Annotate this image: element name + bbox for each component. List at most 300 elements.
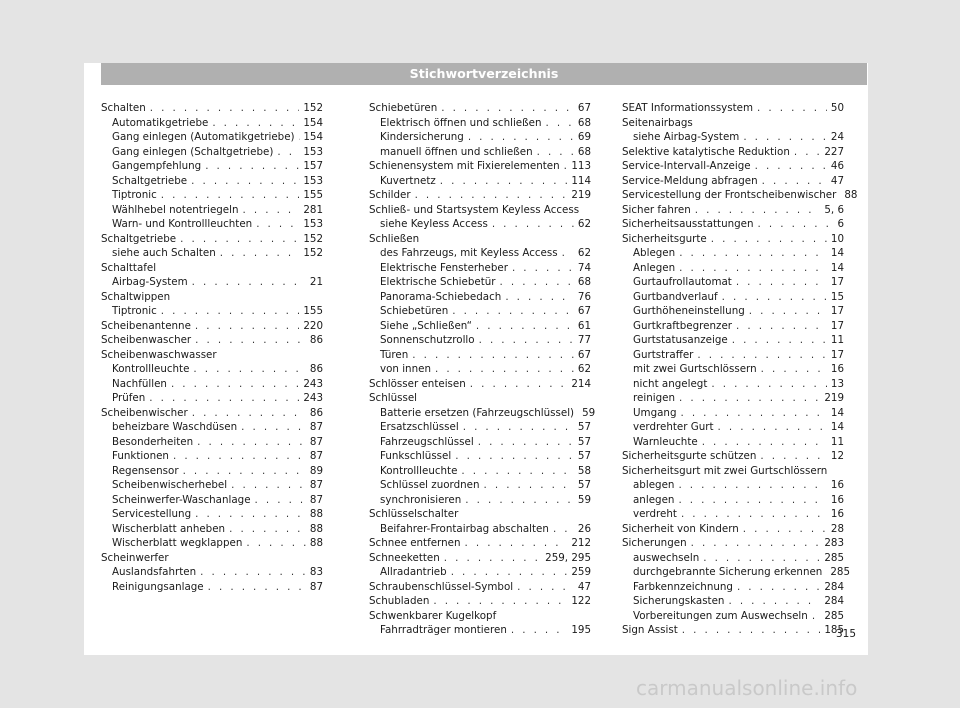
index-subentry <box>369 319 591 334</box>
dot-leader <box>762 174 827 189</box>
index-subentry <box>369 464 591 479</box>
dot-leader <box>758 217 834 232</box>
index-term: Sicherheitsgurte schützen <box>622 450 757 462</box>
index-term: Sicherungskasten <box>633 595 725 607</box>
index-term: Schlüssel zuordnen <box>380 479 480 491</box>
index-subentry <box>369 623 591 638</box>
index-term: Elektrische Fensterheber <box>380 261 508 274</box>
dot-leader <box>441 101 574 116</box>
index-subentry <box>101 449 323 464</box>
index-subentry <box>369 493 591 508</box>
index-subentry <box>369 478 591 493</box>
index-subentry <box>369 145 591 160</box>
index-term: Service-Meldung abfragen <box>622 174 758 187</box>
index-entry <box>622 449 844 464</box>
index-page-ref: 57 <box>577 421 591 433</box>
index-subentry <box>101 391 323 406</box>
index-page-ref: 155 <box>303 305 323 317</box>
dot-leader <box>749 304 827 319</box>
index-entry <box>622 145 844 160</box>
dot-leader <box>231 478 306 493</box>
index-page-ref: 152 <box>303 232 323 245</box>
dot-leader <box>161 188 300 203</box>
dot-leader <box>695 203 821 218</box>
index-term: Automatikgetriebe <box>112 116 209 129</box>
index-subentry <box>622 507 844 522</box>
index-subentry <box>622 246 844 261</box>
index-term: Wählhebel notentriegeln <box>112 203 239 216</box>
index-page-ref: 219 <box>824 392 844 404</box>
index-page-ref: 76 <box>577 290 591 303</box>
index-term: Gurtbandverlauf <box>633 290 718 303</box>
index-page-ref: 243 <box>303 377 323 390</box>
dot-leader <box>679 391 820 406</box>
dot-leader <box>255 493 306 508</box>
index-page-ref: 16 <box>830 363 844 375</box>
index-subentry <box>369 333 591 348</box>
index-entry <box>101 348 323 363</box>
index-term: siehe auch Schalten <box>112 247 216 259</box>
dot-leader <box>680 406 826 421</box>
index-subentry <box>622 609 844 624</box>
index-page-ref: 153 <box>303 174 323 187</box>
dot-leader <box>736 319 827 334</box>
index-term: Tiptronic <box>112 189 157 201</box>
index-entry <box>622 232 844 247</box>
index-subentry <box>101 116 323 131</box>
dot-leader <box>505 290 574 305</box>
index-page-ref: 259 <box>571 566 591 578</box>
index-entry <box>101 232 323 247</box>
index-page-ref: 88 <box>309 537 323 549</box>
index-page-ref: 87 <box>309 421 323 433</box>
index-subentry <box>622 565 850 580</box>
index-term: Schraubenschlüssel-Symbol <box>369 580 514 593</box>
index-term: Allradantrieb <box>380 566 447 578</box>
index-entry <box>369 232 591 247</box>
index-entry <box>622 174 844 189</box>
index-page-ref: 87 <box>309 580 323 593</box>
index-term: Scheinwerfer-Waschanlage <box>112 493 251 506</box>
index-term: Schaltgetriebe <box>101 232 177 245</box>
index-entry <box>622 159 844 174</box>
index-term: Schilder <box>369 189 411 201</box>
index-page-ref: 26 <box>577 522 591 535</box>
index-term: Sicherheitsgurte <box>622 232 707 245</box>
index-page-ref: 157 <box>303 160 323 172</box>
index-subentry <box>369 217 591 232</box>
header-bar <box>101 63 867 85</box>
index-page-ref: 50 <box>830 102 844 114</box>
index-term: Funkschlüssel <box>380 450 452 462</box>
dot-leader <box>478 435 574 450</box>
index-term: Schlösser enteisen <box>369 377 466 390</box>
dot-leader <box>256 217 299 232</box>
index-term: Reinigungsanlage <box>112 580 204 593</box>
index-page-ref: 47 <box>830 174 844 187</box>
index-term: Ablegen <box>633 247 676 259</box>
dot-leader <box>180 232 299 247</box>
dot-leader <box>681 507 827 522</box>
dot-leader <box>546 116 574 131</box>
index-page-ref: 62 <box>577 247 591 259</box>
dot-leader <box>703 551 820 566</box>
index-subentry <box>101 246 323 261</box>
index-term: Scheibenantenne <box>101 319 191 332</box>
index-term: reinigen <box>633 392 675 404</box>
index-page-ref: 88 <box>844 189 858 201</box>
index-page-ref: 59 <box>577 493 591 506</box>
index-entry <box>622 623 844 638</box>
index-subentry <box>622 435 844 450</box>
index-subentry <box>622 333 844 348</box>
index-page-ref: 219 <box>571 189 591 201</box>
index-entry <box>622 188 858 203</box>
index-subentry <box>369 406 596 421</box>
index-subentry <box>101 580 323 595</box>
index-page-ref: 57 <box>577 450 591 462</box>
index-subentry <box>101 159 323 174</box>
dot-leader <box>277 145 299 160</box>
dot-leader <box>794 145 820 160</box>
index-page-ref: 58 <box>577 464 591 477</box>
dot-leader <box>736 275 827 290</box>
index-page-ref: 154 <box>303 131 323 143</box>
dot-leader <box>691 536 821 551</box>
index-entry <box>101 406 323 421</box>
index-page-ref: 89 <box>309 464 323 477</box>
index-term: siehe Keyless Access <box>380 218 488 230</box>
index-page-ref: 122 <box>571 595 591 607</box>
dot-leader <box>732 333 827 348</box>
dot-leader <box>461 464 573 479</box>
dot-leader <box>562 246 574 261</box>
dot-leader <box>702 435 827 450</box>
dot-leader <box>512 261 574 276</box>
dot-leader <box>484 478 574 493</box>
index-subentry <box>101 420 323 435</box>
index-page-ref: 5, 6 <box>824 203 844 216</box>
index-term: Kindersicherung <box>380 131 464 143</box>
index-page-ref: 283 <box>824 537 844 549</box>
index-term: Scheibenwischerhebel <box>112 479 228 491</box>
index-term: Wischerblatt anheben <box>112 522 226 535</box>
index-entry <box>369 580 591 595</box>
dot-leader <box>678 478 826 493</box>
index-page-ref: 74 <box>577 261 591 274</box>
index-term: manuell öffnen und schließen <box>380 145 533 158</box>
dot-leader <box>200 565 306 580</box>
index-term: Scheibenwischer <box>101 406 188 419</box>
index-page-ref: 13 <box>830 377 844 390</box>
page-number: 315 <box>836 628 857 640</box>
index-subentry <box>101 536 323 551</box>
dot-leader <box>463 420 574 435</box>
dot-leader <box>500 275 574 290</box>
index-subentry <box>369 174 591 189</box>
index-term: Schaltwippen <box>101 290 171 303</box>
index-term: Vorbereitungen zum Auswechseln <box>633 609 808 622</box>
index-term: Farbkennzeichnung <box>633 580 733 593</box>
index-page-ref: 59 <box>582 406 596 419</box>
index-page-ref: 47 <box>577 580 591 593</box>
index-term: Servicestellung <box>112 508 192 520</box>
index-term: des Fahrzeugs, mit Keyless Access <box>380 247 558 259</box>
index-term: Gangempfehlung <box>112 160 202 172</box>
index-page-ref: 62 <box>577 218 591 230</box>
index-term: Fahrradträger montieren <box>380 624 507 636</box>
dot-leader <box>149 391 299 406</box>
index-term: Schubladen <box>369 595 430 607</box>
dot-leader <box>241 420 306 435</box>
index-subentry <box>369 565 591 580</box>
dot-leader <box>451 565 568 580</box>
index-term: Schlüsselschalter <box>369 508 459 520</box>
dot-leader <box>193 362 305 377</box>
index-term: Sicherheitsgurt mit zwei Gurtschlössern <box>622 464 828 477</box>
index-page-ref: 67 <box>577 348 591 361</box>
index-page-ref: 152 <box>303 247 323 259</box>
index-term: Elektrische Schiebetür <box>380 276 496 288</box>
index-subentry <box>101 174 323 189</box>
index-subentry <box>101 565 323 580</box>
dot-leader <box>761 362 827 377</box>
index-subentry <box>101 507 323 522</box>
index-subentry <box>369 246 591 261</box>
index-subentry <box>622 261 844 276</box>
index-subentry <box>622 130 844 145</box>
index-term: siehe Airbag-System <box>633 131 740 143</box>
dot-leader <box>682 623 821 638</box>
index-page-ref: 16 <box>830 479 844 491</box>
index-entry <box>622 116 844 131</box>
index-page-ref: 69 <box>577 131 591 143</box>
index-page-ref: 12 <box>830 450 844 462</box>
index-page-ref: 57 <box>577 435 591 448</box>
index-entry <box>369 594 591 609</box>
index-subentry <box>101 435 323 450</box>
dot-leader <box>476 319 574 334</box>
index-entry <box>101 319 323 334</box>
index-page-ref: 6 <box>837 218 844 230</box>
index-term: Schaltgetriebe <box>112 174 188 187</box>
index-subentry <box>622 594 844 609</box>
index-term: Schalten <box>101 102 146 114</box>
dot-leader <box>195 319 299 334</box>
index-entry <box>369 203 591 218</box>
index-term: Ersatzschlüssel <box>380 421 459 433</box>
index-page-ref: 67 <box>577 305 591 317</box>
dot-leader <box>220 246 300 261</box>
index-entry <box>369 188 591 203</box>
index-entry <box>369 101 591 116</box>
index-term: Nachfüllen <box>112 377 167 390</box>
index-page-ref: 152 <box>303 102 323 114</box>
index-subentry <box>369 522 591 537</box>
index-term: anlegen <box>633 493 675 506</box>
index-subentry <box>101 464 323 479</box>
dot-leader <box>465 536 568 551</box>
dot-leader <box>229 522 306 537</box>
index-page-ref: 153 <box>303 218 323 230</box>
index-entry <box>622 217 844 232</box>
dot-leader <box>208 580 306 595</box>
index-subentry <box>622 319 844 334</box>
index-term: Warnleuchte <box>633 435 698 448</box>
dot-leader <box>711 232 827 247</box>
index-term: von innen <box>380 363 431 375</box>
index-page-ref: 61 <box>577 319 591 332</box>
index-term: Tiptronic <box>112 305 157 317</box>
dot-leader <box>195 507 306 522</box>
index-term: Airbag-System <box>112 276 188 288</box>
index-page-ref: 220 <box>303 319 323 332</box>
dot-leader <box>243 203 300 218</box>
index-term: Besonderheiten <box>112 435 194 448</box>
dot-leader <box>171 377 299 392</box>
index-subentry <box>622 362 844 377</box>
index-term: Regensensor <box>112 464 179 477</box>
dot-leader <box>564 159 568 174</box>
index-page-ref: 114 <box>571 174 591 187</box>
index-page-ref: 87 <box>309 435 323 448</box>
index-term: Auslandsfahrten <box>112 566 197 578</box>
index-term: Kontrollleuchte <box>112 363 190 375</box>
dot-leader <box>517 580 574 595</box>
index-page-ref: 284 <box>824 595 844 607</box>
index-term: verdreht <box>633 508 677 520</box>
index-page-ref: 14 <box>830 261 844 274</box>
index-term: Schnee entfernen <box>369 537 461 549</box>
index-subentry <box>101 522 323 537</box>
index-subentry <box>101 362 323 377</box>
index-entry <box>622 536 844 551</box>
index-subentry <box>369 348 591 363</box>
index-page-ref: 243 <box>303 392 323 404</box>
index-term: auswechseln <box>633 551 700 564</box>
dot-leader <box>728 594 820 609</box>
index-subentry <box>622 580 844 595</box>
index-entry <box>101 333 323 348</box>
index-column-1 <box>101 101 323 594</box>
index-subentry <box>369 116 591 131</box>
index-page-ref: 16 <box>830 493 844 506</box>
dot-leader <box>150 101 300 116</box>
index-page-ref: 10 <box>830 232 844 245</box>
index-term: Scheibenwascher <box>101 334 192 346</box>
dot-leader <box>246 536 306 551</box>
index-subentry <box>101 478 323 493</box>
index-term: Sicherheitsausstattungen <box>622 218 754 230</box>
dot-leader <box>452 304 574 319</box>
index-page-ref: 14 <box>830 247 844 259</box>
index-term: Siehe „Schließen“ <box>380 319 472 332</box>
dot-leader <box>440 174 568 189</box>
index-subentry <box>369 275 591 290</box>
dot-leader <box>412 348 574 363</box>
index-term: Fahrzeugschlüssel <box>380 435 474 448</box>
index-term: Beifahrer-Frontairbag abschalten <box>380 522 549 535</box>
index-entry <box>101 290 323 305</box>
dot-leader <box>711 377 827 392</box>
index-page-ref: 15 <box>830 290 844 303</box>
index-subentry <box>369 261 591 276</box>
index-page-ref: 17 <box>830 276 844 288</box>
dot-leader <box>511 623 567 638</box>
index-page-ref: 14 <box>830 406 844 419</box>
index-entry <box>622 464 844 479</box>
dot-leader <box>433 594 567 609</box>
index-page-ref: 88 <box>309 522 323 535</box>
dot-leader <box>173 449 306 464</box>
index-term: Gurthöheneinstellung <box>633 305 745 317</box>
index-term: Schneeketten <box>369 551 440 564</box>
index-page-ref: 284 <box>824 580 844 593</box>
index-term: Schiebetüren <box>380 305 449 317</box>
index-entry <box>369 507 591 522</box>
index-page-ref: 11 <box>830 435 844 448</box>
index-entry <box>101 101 323 116</box>
index-page-ref: 57 <box>577 479 591 491</box>
index-term: Gang einlegen (Schaltgetriebe) <box>112 145 274 158</box>
dot-leader <box>470 377 568 392</box>
index-term: Umgang <box>633 406 677 419</box>
dot-leader <box>678 493 826 508</box>
dot-leader <box>415 188 568 203</box>
index-entry <box>622 522 844 537</box>
dot-leader <box>718 420 827 435</box>
index-term: Kuvertnetz <box>380 174 436 187</box>
index-term: Wischerblatt wegklappen <box>112 537 243 549</box>
index-page-ref: 68 <box>577 145 591 158</box>
dot-leader <box>553 522 574 537</box>
index-page-ref: 113 <box>571 160 591 172</box>
index-term: Türen <box>380 348 409 361</box>
index-term: Sicherungen <box>622 537 687 549</box>
index-page-ref: 68 <box>577 276 591 288</box>
index-page-ref: 155 <box>303 189 323 201</box>
index-subentry <box>622 478 844 493</box>
index-subentry <box>622 420 844 435</box>
index-subentry <box>369 420 591 435</box>
index-term: Schiebetüren <box>369 102 438 114</box>
index-subentry <box>101 145 323 160</box>
index-page-ref: 28 <box>830 522 844 535</box>
index-page-ref: 46 <box>830 160 844 172</box>
index-term: Sonnenschutzrollo <box>380 334 475 346</box>
dot-leader <box>760 449 826 464</box>
index-subentry <box>369 304 591 319</box>
dot-leader <box>192 275 306 290</box>
index-subentry <box>622 493 844 508</box>
index-page-ref: 87 <box>309 479 323 491</box>
dot-leader <box>205 159 299 174</box>
index-subentry <box>101 493 323 508</box>
index-term: Schlüssel <box>369 392 418 404</box>
index-page-ref: 214 <box>571 377 591 390</box>
index-subentry <box>622 304 844 319</box>
dot-leader <box>161 304 300 319</box>
dot-leader <box>722 290 827 305</box>
index-subentry <box>101 188 323 203</box>
dot-leader <box>812 609 821 624</box>
index-subentry <box>622 551 844 566</box>
dot-leader <box>435 362 574 377</box>
index-term: Schwenkbarer Kugelkopf <box>369 609 497 622</box>
index-term: nicht angelegt <box>633 377 708 390</box>
index-term: Sicher fahren <box>622 203 691 216</box>
index-page-ref: 259, 295 <box>545 551 591 564</box>
